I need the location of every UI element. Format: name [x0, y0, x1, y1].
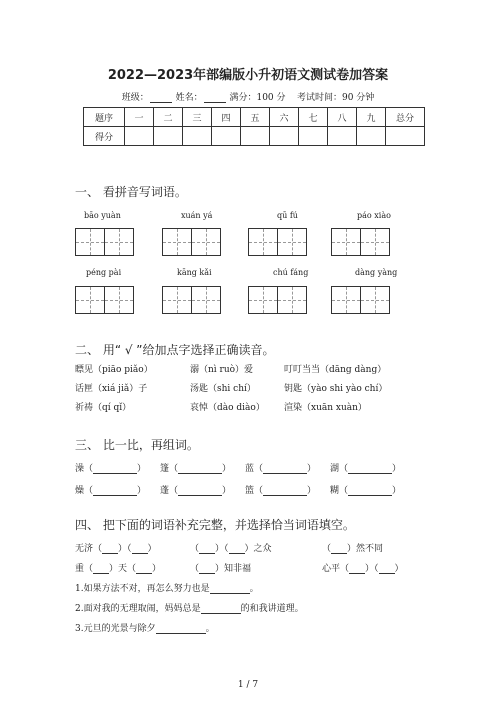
score-cell[interactable] — [299, 127, 328, 146]
header-cell: 七 — [299, 108, 328, 127]
pinyin-7: chú fáng — [273, 268, 309, 277]
score-cell[interactable] — [386, 127, 425, 146]
writing-grid-1[interactable] — [75, 228, 134, 256]
idiom-row-2: 重（ ）天（ ） — [75, 564, 162, 574]
compare-item: 湖（ ） — [330, 464, 402, 474]
pinyin-5: péng pài — [86, 268, 122, 277]
idiom-blank[interactable] — [102, 544, 118, 554]
idiom-blank[interactable] — [229, 544, 245, 554]
class-label: 班级： — [121, 93, 149, 103]
answer-blank[interactable] — [263, 464, 307, 474]
reading-option[interactable]: 瞟见（piāo piǎo） — [75, 365, 153, 375]
idiom-blank[interactable] — [199, 544, 215, 554]
exam-time: 考试时间：90 分钟 — [296, 93, 375, 103]
compare-item: 澡（ ） — [75, 464, 147, 474]
reading-option[interactable]: 溺（nì ruò）爱 — [190, 365, 254, 375]
reading-option[interactable]: 汤匙（shi chí） — [190, 384, 256, 394]
section3-title: 三、 比一比，再组词。 — [75, 438, 199, 452]
answer-blank[interactable] — [201, 604, 241, 614]
idiom-row-1b: （ ）（ ）之众 — [190, 544, 272, 554]
idiom-blank[interactable] — [136, 564, 152, 574]
score-cell[interactable] — [183, 127, 212, 146]
compare-item: 糊（ ） — [330, 486, 402, 496]
answer-blank[interactable] — [263, 486, 307, 496]
header-cell: 总分 — [386, 108, 425, 127]
score-cell[interactable] — [270, 127, 299, 146]
writing-grid-4[interactable] — [331, 228, 390, 256]
idiom-blank[interactable] — [199, 564, 215, 574]
answer-blank[interactable] — [178, 486, 222, 496]
answer-blank[interactable] — [348, 486, 392, 496]
compare-item: 篷（ ） — [160, 464, 232, 474]
header-cell: 题序 — [84, 108, 125, 127]
idiom-blank[interactable] — [349, 564, 365, 574]
page-number: 1 / 7 — [237, 680, 259, 690]
score-cell[interactable] — [154, 127, 183, 146]
writing-grid-6[interactable] — [162, 286, 221, 314]
score-row-label: 得分 — [84, 127, 125, 146]
idiom-row-2c: 心平（ ）（ ） — [322, 564, 404, 574]
header-cell: 九 — [357, 108, 386, 127]
header-cell: 二 — [154, 108, 183, 127]
reading-option[interactable]: 钥匙（yào shi yào chí） — [284, 384, 388, 394]
writing-grid-5[interactable] — [75, 286, 134, 314]
idiom-blank[interactable] — [331, 544, 347, 554]
pinyin-8: dàng yàng — [355, 268, 398, 277]
compare-item: 蓝（ ） — [245, 464, 317, 474]
score-cell[interactable] — [125, 127, 154, 146]
section1-title: 一、 看拼音写词语。 — [75, 185, 187, 199]
compare-item: 蓬（ ） — [160, 486, 232, 496]
compare-item: 篮（ ） — [245, 486, 317, 496]
name-blank — [204, 93, 226, 103]
header-cell: 一 — [125, 108, 154, 127]
pinyin-3: qū fú — [277, 211, 298, 220]
idiom-row-2b: （ ）知非福 — [190, 564, 252, 574]
question-1: 1.如果方法不对，再怎么努力也是 。 — [75, 584, 259, 594]
score-cell[interactable] — [212, 127, 241, 146]
name-label: 姓名： — [175, 93, 203, 103]
reading-option[interactable]: 祈祷（qí qǐ） — [75, 403, 132, 413]
score-header-row — [84, 108, 425, 127]
class-blank — [150, 93, 172, 103]
full-score: 满分：100 分 — [229, 93, 286, 103]
reading-option[interactable]: 叮叮当当（dāng dàng） — [284, 365, 387, 375]
answer-blank[interactable] — [210, 584, 250, 594]
answer-blank[interactable] — [156, 624, 206, 634]
reading-option[interactable]: 话匣（xiá jiǎ）子 — [75, 384, 148, 394]
score-row — [84, 127, 425, 146]
score-cell[interactable] — [357, 127, 386, 146]
reading-option[interactable]: 渲染（xuān xuàn） — [284, 403, 367, 413]
idiom-row-1: 无济（ ）（ ） — [75, 544, 157, 554]
header-cell: 六 — [270, 108, 299, 127]
question-2: 2.面对我的无理取闹，妈妈总是 的和我讲道理。 — [75, 604, 304, 614]
idiom-blank[interactable] — [93, 564, 109, 574]
exam-info — [0, 90, 496, 103]
pinyin-6: kāng kǎi — [177, 268, 212, 277]
header-cell: 四 — [212, 108, 241, 127]
header-cell: 三 — [183, 108, 212, 127]
idiom-blank[interactable] — [132, 544, 148, 554]
pinyin-1: bāo yuàn — [84, 211, 121, 220]
question-3: 3.元旦的光景与除夕 。 — [75, 624, 215, 634]
reading-option[interactable]: 哀悼（dào diào） — [190, 403, 265, 413]
answer-blank[interactable] — [178, 464, 222, 474]
header-cell: 八 — [328, 108, 357, 127]
answer-blank[interactable] — [348, 464, 392, 474]
writing-grid-8[interactable] — [331, 286, 390, 314]
score-table — [83, 107, 425, 146]
answer-blank[interactable] — [93, 464, 137, 474]
answer-blank[interactable] — [93, 486, 137, 496]
writing-grid-3[interactable] — [248, 228, 307, 256]
page-title: 2022—2023年部编版小升初语文测试卷加答案 — [107, 68, 389, 83]
score-cell[interactable] — [328, 127, 357, 146]
pinyin-4: páo xiào — [357, 211, 391, 220]
idiom-row-1c: （ ）然不同 — [322, 544, 384, 554]
writing-grid-7[interactable] — [248, 286, 307, 314]
section4-title: 四、 把下面的词语补充完整，并选择恰当词语填空。 — [75, 518, 355, 532]
writing-grid-2[interactable] — [162, 228, 221, 256]
section2-title: 二、 用“ √ ”给加点字选择正确读音。 — [75, 343, 275, 357]
pinyin-2: xuán yá — [181, 211, 213, 220]
score-cell[interactable] — [241, 127, 270, 146]
header-cell: 五 — [241, 108, 270, 127]
compare-item: 燥（ ） — [75, 486, 147, 496]
idiom-blank[interactable] — [379, 564, 395, 574]
